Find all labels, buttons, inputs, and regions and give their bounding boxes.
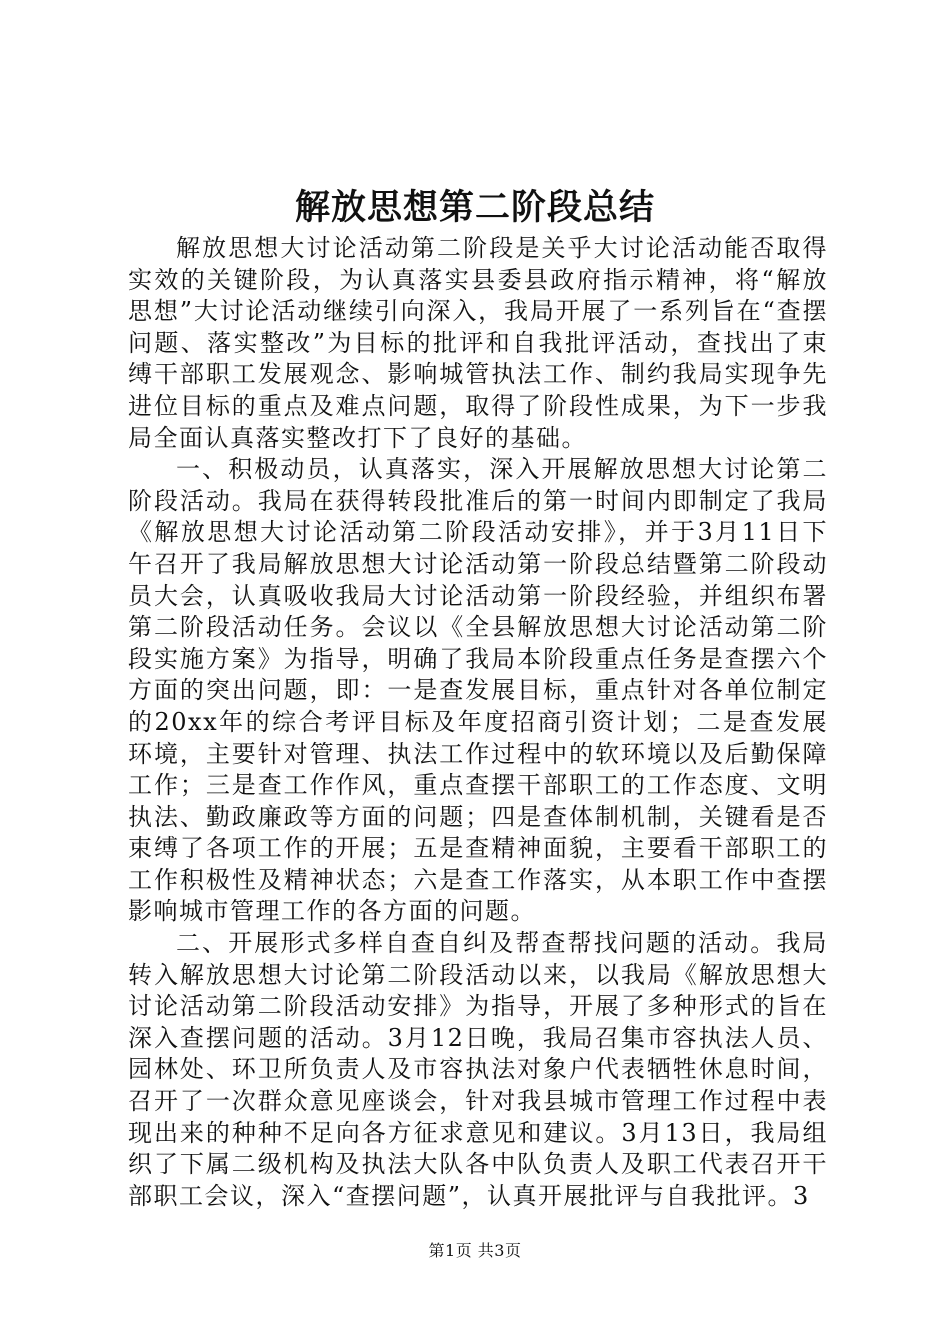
document-title: 解放思想第二阶段总结	[294, 187, 655, 228]
paragraph-section-two: 二、开展形式多样自查自纠及帮查帮找问题的活动。我局转入解放思想大讨论第二阶段活动以来，以我局《解放思想大讨论活动第二阶段活动安排》为指导，开展了多种形式的旨在深入查摆问题的活动。3月12日晚，我局召集市容执法人员、园林处、环卫所负责人及市容执法对象户代表牺牲休息时间，召开了一次群众意见座谈会，针对我县城市管理工作过程中表现出来的种种不足向各方征求意见和建议。3月13日，我局组织了下属二级机构及执法大队各中队负责人及职工代表召开干部职工会议，深入“查摆问题”，认真开展批评与自我批评。3	[128, 929, 828, 1210]
paragraph-intro: 解放思想大讨论活动第二阶段是关乎大讨论活动能否取得实效的关键阶段，为认真落实县委县政府指示精神，将“解放思想”大讨论活动继续引向深入，我局开展了一系列旨在“查摆问题、落实整改”为目标的批评和自我批评活动，查找出了束缚干部职工发展观念、影响城管执法工作、制约我局实现争先进位目标的重点及难点问题，取得了阶段性成果，为下一步我局全面认真落实整改打下了良好的基础。	[128, 234, 828, 452]
paragraph-section-one: 一、积极动员，认真落实，深入开展解放思想大讨论第二阶段活动。我局在获得转段批准后的第一时间内即制定了我局《解放思想大讨论活动第二阶段活动安排》，并于3月11日下午召开了我局解放思想大讨论活动第一阶段总结暨第二阶段动员大会，认真吸收我局大讨论活动第一阶段经验，并组织布署第二阶段活动任务。会议以《全县解放思想大讨论活动第二阶段实施方案》为指导，明确了我局本阶段重点任务是查摆六个方面的突出问题，即：一是查发展目标，重点针对各单位制定的20xx年的综合考评目标及年度招商引资计划；二是查发展环境，主要针对管理、执法工作过程中的软环境以及后勤保障工作；三是查工作作风，重点查摆干部职工的工作态度、文明执法、勤政廉政等方面的问题；四是查体制机制，关键看是否束缚了各项工作的开展；五是查精神面貌，主要看干部职工的工作积极性及精神状态；六是查工作落实，从本职工作中查摆影响城市管理工作的各方面的问题。	[128, 455, 828, 926]
document-body	[128, 233, 828, 1212]
page-footer: 第1页 共3页	[428, 1241, 522, 1260]
